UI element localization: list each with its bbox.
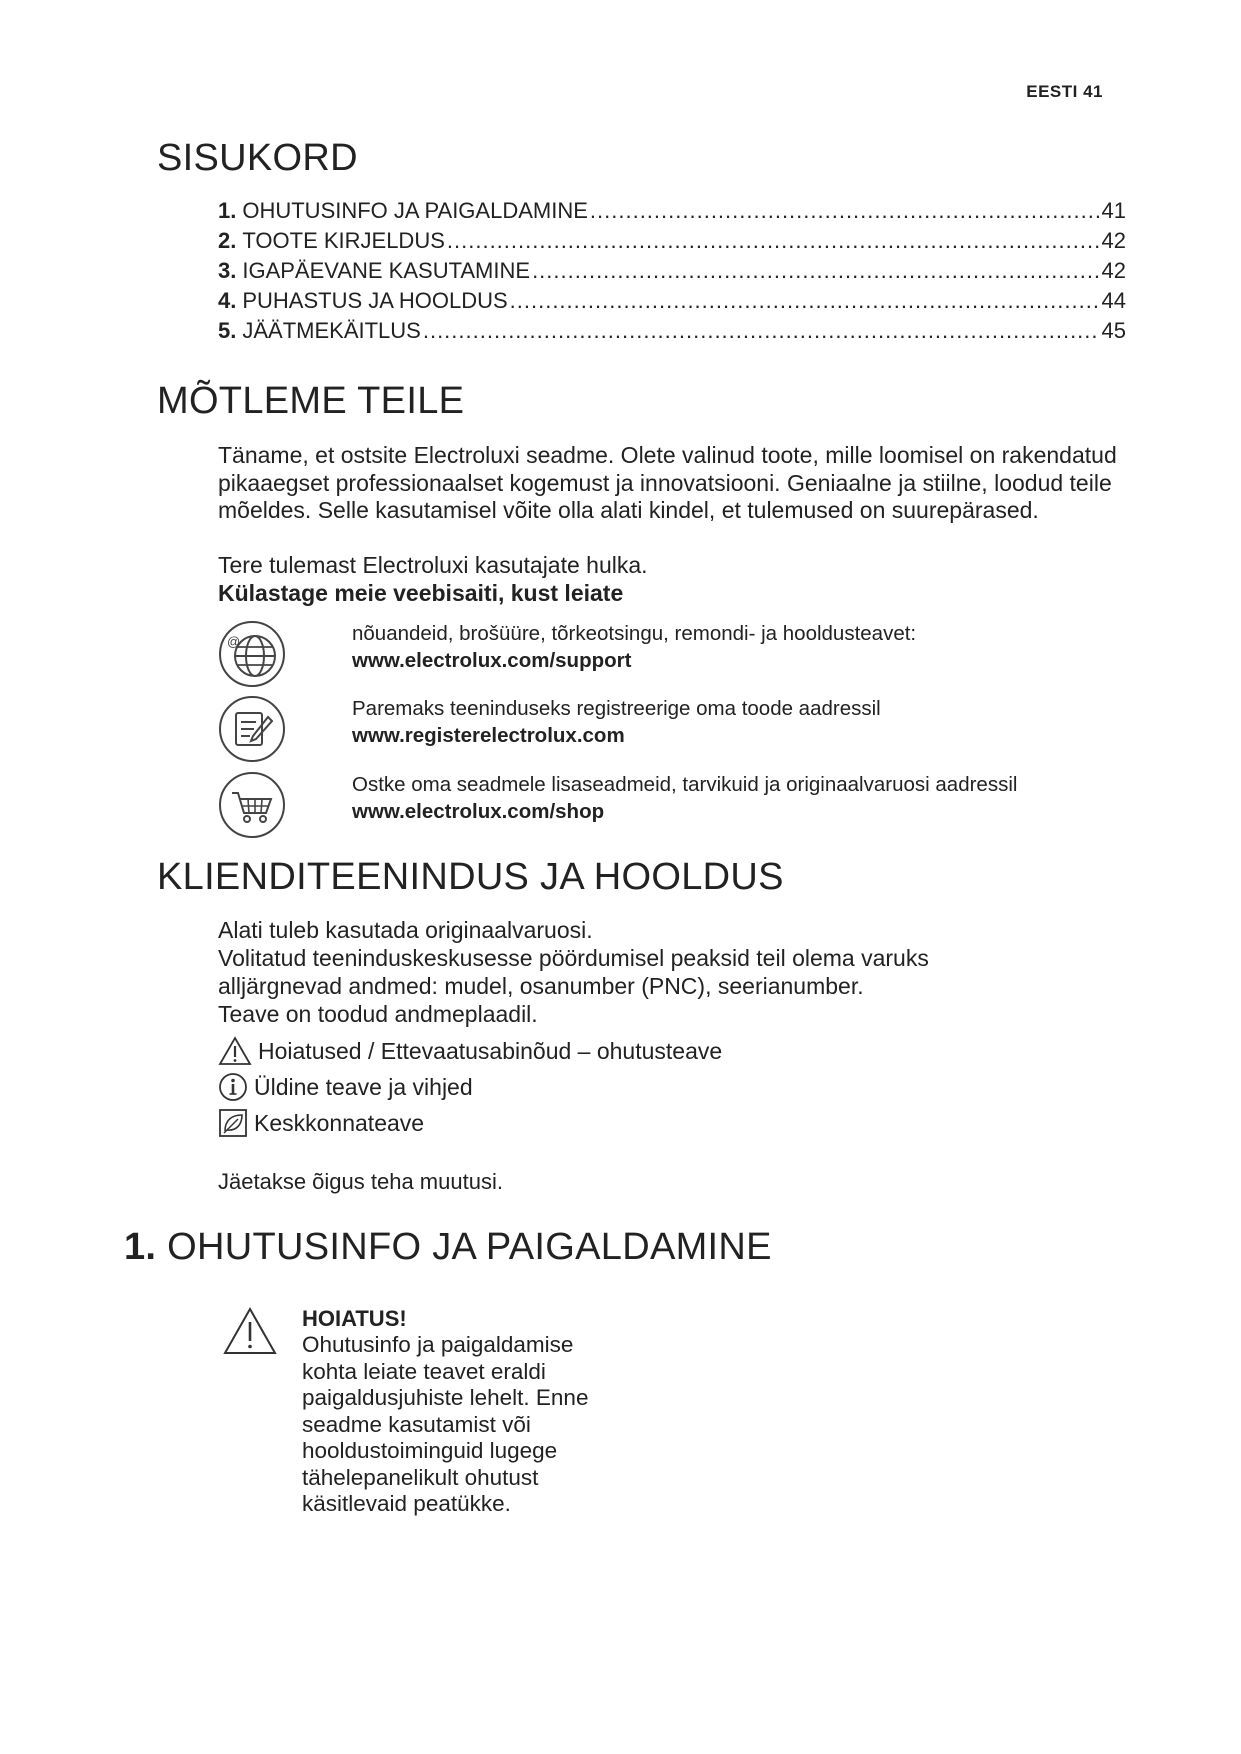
toc-item-number: 1.: [218, 198, 237, 223]
register-icon: [218, 695, 286, 763]
toc-item[interactable]: [218, 258, 1126, 288]
warning-icon: [218, 1036, 252, 1066]
toc-item-label: JÄÄTMEKÄITLUS: [242, 318, 421, 343]
toc-item-number: 4.: [218, 288, 237, 313]
toc-item-page: 45: [1101, 318, 1126, 343]
toc-item[interactable]: [218, 228, 1126, 258]
toc-leader-dots: [590, 198, 1100, 224]
warning-icon: [222, 1306, 278, 1356]
service-line: Volitatud teeninduskeskusesse pöördumisel peaksid teil olema varuks alljärgnevad andmed: mudel, osanumber (PNC), seerianumber.: [218, 945, 929, 999]
toc-item-label: IGAPÄEVANE KASUTAMINE: [242, 258, 531, 283]
toc-item-label: TOOTE KIRJELDUS: [242, 228, 445, 253]
intro-welcome: Tere tulemast Electroluxi kasutajate hulka.: [218, 552, 648, 578]
toc-item-page: 44: [1101, 288, 1126, 313]
toc-item-page: 41: [1101, 198, 1126, 223]
table-of-contents: [218, 198, 1126, 348]
legend-item-warning: [218, 1034, 722, 1068]
toc-item[interactable]: [218, 198, 1126, 228]
service-line: Alati tuleb kasutada originaalvaruosi.: [218, 917, 593, 943]
intro-title: MÕTLEME TEILE: [157, 380, 465, 422]
service-line: Teave on toodud andmeplaadil.: [218, 1001, 538, 1027]
register-link-item: [218, 695, 1118, 765]
cart-icon: [218, 771, 286, 839]
safety-section-number: 1.: [124, 1226, 157, 1268]
toc-item-label: OHUTUSINFO JA PAIGALDAMINE: [242, 198, 588, 223]
toc-leader-dots: [532, 258, 1099, 284]
toc-item-page: 42: [1101, 228, 1126, 253]
service-title: KLIENDITEENINDUS JA HOOLDUS: [157, 856, 784, 898]
leaf-icon: [218, 1108, 248, 1138]
legend-warning-label: Hoiatused / Ettevaatusabinõud – ohutusteave: [258, 1037, 723, 1064]
intro-visit: Külastage meie veebisaiti, kust leiate: [218, 580, 624, 606]
legend-info-label: Üldine teave ja vihjed: [254, 1073, 473, 1100]
toc-item-page: 42: [1101, 258, 1126, 283]
legend-environment-label: Keskkonnateave: [254, 1109, 425, 1136]
toc-item-number: 5.: [218, 318, 237, 343]
shop-link-url[interactable]: www.electrolux.com/shop: [352, 800, 605, 823]
toc-leader-dots: [447, 228, 1100, 254]
globe-icon: [218, 620, 286, 688]
warning-title: HOIATUS!: [302, 1306, 407, 1331]
toc-leader-dots: [510, 288, 1100, 314]
info-icon: [218, 1072, 248, 1102]
support-link-url[interactable]: www.electrolux.com/support: [352, 649, 632, 672]
toc-leader-dots: [423, 318, 1100, 344]
toc-item-label: PUHASTUS JA HOOLDUS: [242, 288, 508, 313]
legend-item-info: [218, 1070, 473, 1104]
shop-link-description: Ostke oma seadmele lisaseadmeid, tarvikuid ja originaalvaruosi aadressil: [352, 773, 1018, 796]
svg-text:@: @: [227, 634, 241, 649]
intro-paragraph: Täname, et ostsite Electroluxi seadme. Olete valinud toote, mille loomisel on rakendatud pikaaegset professionaalset kogemust ja innovatsiooni. Geniaalne ja stiilne, loodud teile mõeldes. Selle kasutamisel võite olla alati kindel, et tulemused on suurepärased.: [218, 442, 1117, 523]
toc-item[interactable]: [218, 318, 1126, 348]
toc-item[interactable]: [218, 288, 1126, 318]
warning-text: Ohutusinfo ja paigaldamise kohta leiate teavet eraldi paigaldusjuhiste lehelt. Enne seadme kasutamist või hooldustoiminguid lugege tähelepanelikult ohutust käsitlevaid peatükke.: [302, 1332, 589, 1516]
safety-title: [124, 1226, 772, 1269]
toc-title: SISUKORD: [157, 137, 358, 179]
register-link-description: Paremaks teeninduseks registreerige oma toode aadressil: [352, 697, 881, 720]
shop-link-item: [218, 771, 1118, 841]
safety-section-title: OHUTUSINFO JA PAIGALDAMINE: [167, 1226, 772, 1268]
support-link-item: [218, 620, 1118, 690]
legend-item-environment: [218, 1106, 424, 1140]
toc-item-number: 3.: [218, 258, 237, 283]
page-header: EESTI 41: [1026, 82, 1103, 101]
register-link-url[interactable]: www.registerelectrolux.com: [352, 724, 625, 747]
support-link-description: nõuandeid, brošüüre, tõrkeotsingu, remondi- ja hooldusteavet:: [352, 622, 917, 645]
change-note: Jäetakse õigus teha muutusi.: [218, 1169, 503, 1194]
toc-item-number: 2.: [218, 228, 237, 253]
